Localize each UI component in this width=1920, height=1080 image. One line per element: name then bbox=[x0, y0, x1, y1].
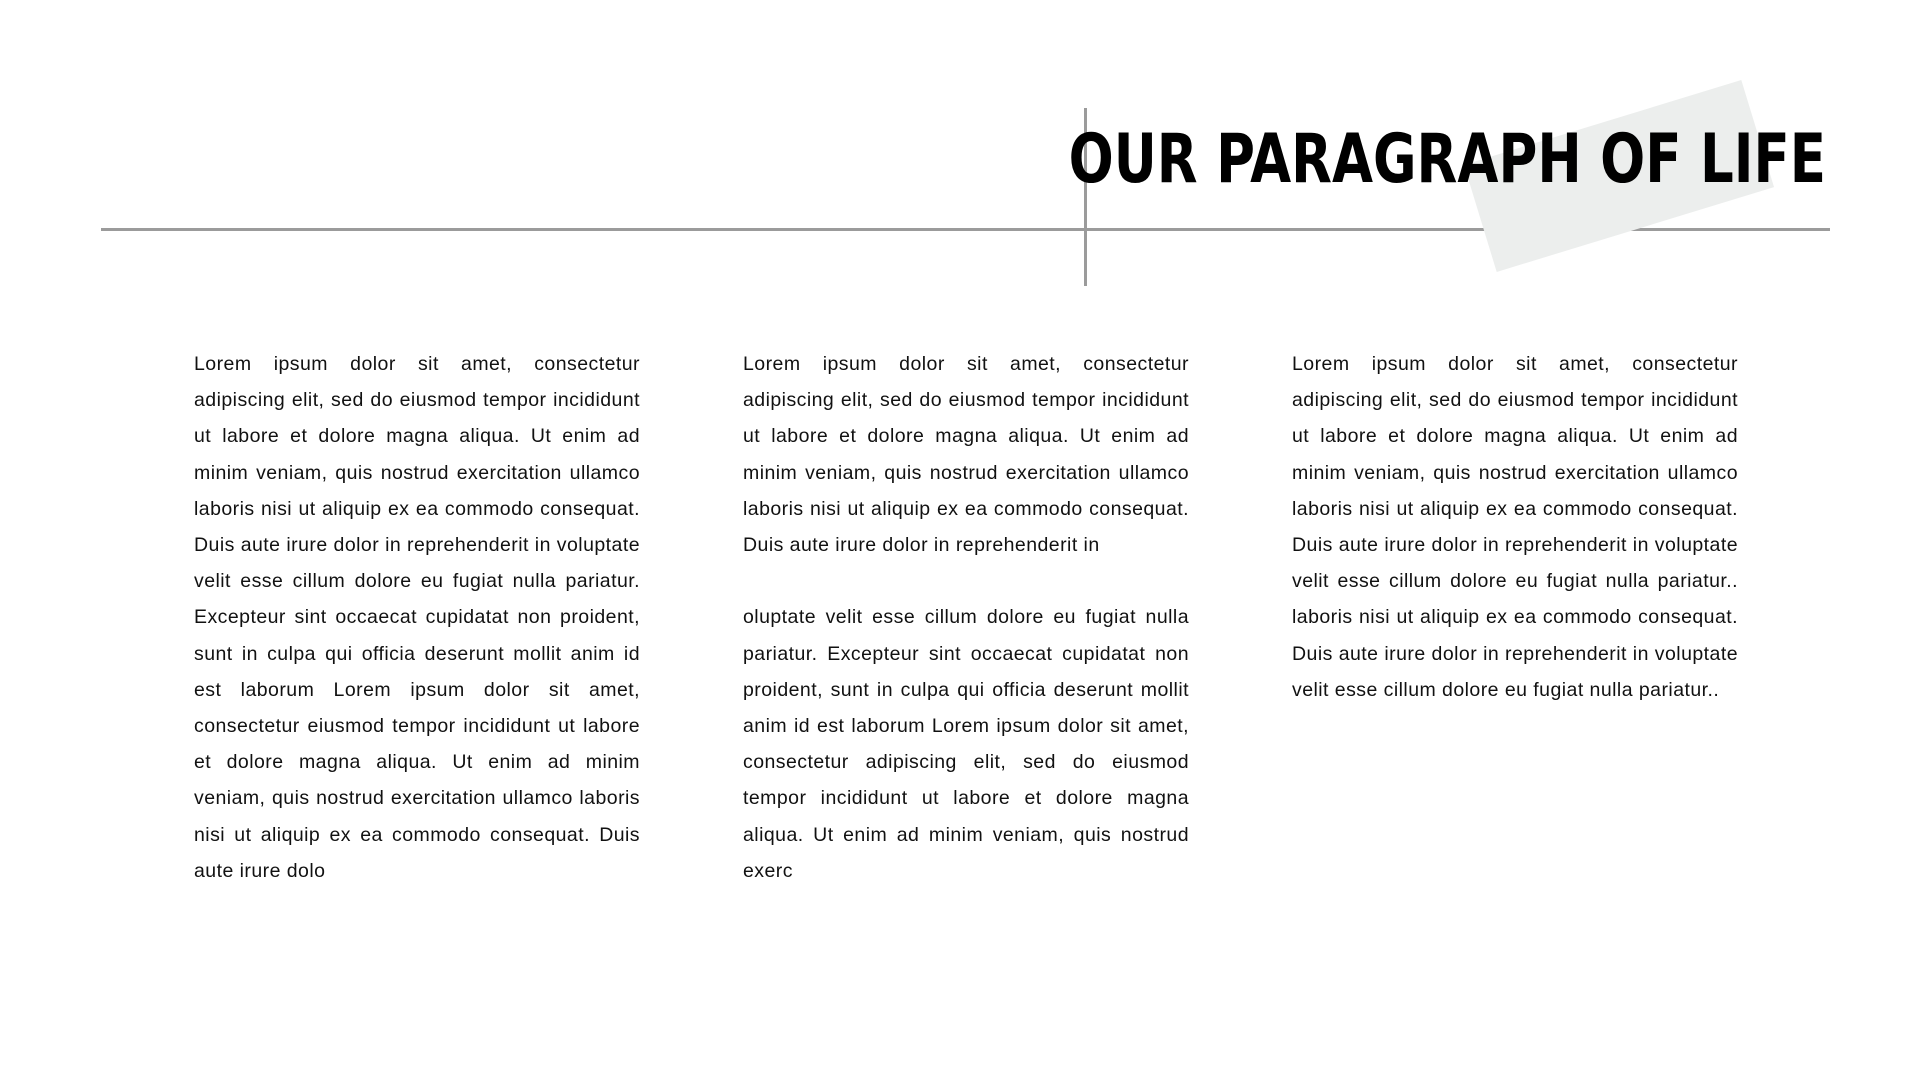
column-3-paragraph-1: Lorem ipsum dolor sit amet, consectetur adipiscing elit, sed do eiusmod tempor incididunt ut labore et dolore magna aliqua. Ut enim ad minim veniam, quis nostrud exercitation ullamco laboris nisi ut aliquip ex ea commodo consequat. Duis aute irure dolor in reprehenderit in voluptate velit esse cillum dolore eu fugiat nulla pariatur.. laboris nisi ut aliquip ex ea commodo consequat. Duis aute irure dolor in reprehenderit in voluptate velit esse cillum dolore eu fugiat nulla pariatur.. bbox=[1292, 353, 1738, 701]
column-2-paragraph-1: Lorem ipsum dolor sit amet, consectetur adipiscing elit, sed do eiusmod tempor incididunt ut labore et dolore magna aliqua. Ut enim ad minim veniam, quis nostrud exercitation ullamco laboris nisi ut aliquip ex ea commodo consequat. Duis aute irure dolor in reprehenderit in bbox=[743, 353, 1189, 557]
column-1-paragraph-1: Lorem ipsum dolor sit amet, consectetur adipiscing elit, sed do eiusmod tempor incididunt ut labore et dolore magna aliqua. Ut enim ad minim veniam, quis nostrud exercitation ullamco laboris nisi ut aliquip ex ea commodo consequat. Duis aute irure dolor in reprehenderit in voluptate velit esse cillum dolore eu fugiat nulla pariatur. Excepteur sint occaecat cupidatat non proident, sunt in culpa qui officia deserunt mollit anim id est laborum Lorem ipsum dolor sit amet, consectetur eiusmod tempor incididunt ut labore et dolore magna aliqua. Ut enim ad minim veniam, quis nostrud exercitation ullamco laboris nisi ut aliquip ex ea commodo consequat. Duis aute irure dolo bbox=[194, 353, 640, 882]
slide-title: OUR PARAGRAPH OF LIFE bbox=[1068, 120, 1826, 199]
text-column-3 bbox=[1292, 346, 1738, 708]
text-column-2 bbox=[743, 346, 1189, 889]
column-2-paragraph-2: oluptate velit esse cillum dolore eu fugiat nulla pariatur. Excepteur sint occaecat cupidatat non proident, sunt in culpa qui officia deserunt mollit anim id est laborum Lorem ipsum dolor sit amet, consectetur adipiscing elit, sed do eiusmod tempor incididunt ut labore et dolore magna aliqua. Ut enim ad minim veniam, quis nostrud exerc bbox=[743, 606, 1189, 882]
text-column-1 bbox=[194, 346, 640, 889]
